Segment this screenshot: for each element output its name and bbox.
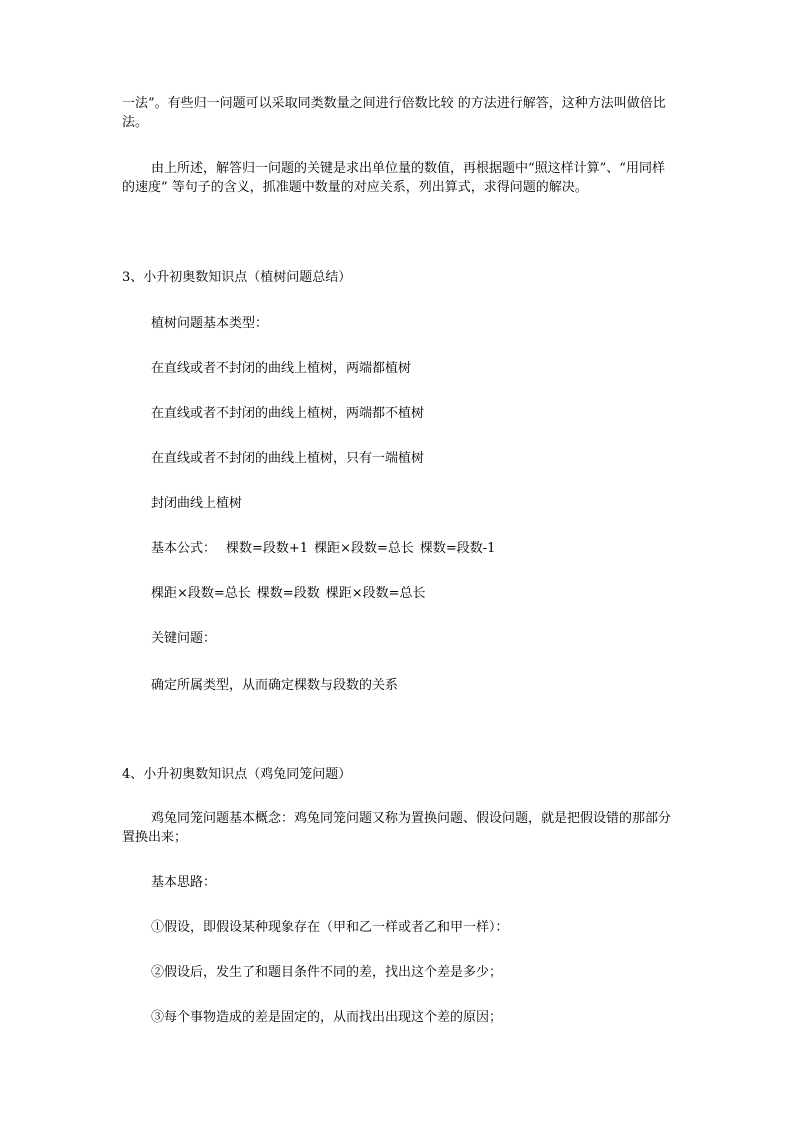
tree-type-1: 在直线或者不封闭的曲线上植树，两端都植树 [151, 361, 412, 376]
formula-2: 棵距×段数=总长 [314, 541, 414, 556]
formula-4: 棵距×段数=总长 [151, 586, 251, 601]
formula-5: 棵数=段数 [256, 586, 320, 601]
key-question-text: 确定所属类型，从而确定棵数与段数的关系 [151, 678, 399, 693]
formula-label: 基本公式： [151, 541, 217, 556]
formula-6: 棵距×段数=总长 [325, 586, 426, 601]
formula-line-2 [151, 584, 426, 603]
formula-line-1 [151, 539, 495, 558]
idea-step-2: ②假设后，发生了和题目条件不同的差，找出这个差是多少； [151, 965, 503, 980]
intro-paragraph-1: 一法”。有些归一问题可以采取同类数量之间进行倍数比较 的方法进行解答，这种方法叫做倍比法。 [122, 96, 666, 130]
formula-1: 棵数=段数+1 [226, 541, 309, 556]
tree-type-3: 在直线或者不封闭的曲线上植树，只有一端植树 [151, 451, 425, 466]
formula-3: 棵数=段数-1 [419, 541, 496, 556]
tree-type-4: 封闭曲线上植树 [151, 496, 243, 511]
basic-idea-title: 基本思路： [151, 875, 217, 890]
tree-type-2: 在直线或者不封闭的曲线上植树，两端都不植树 [151, 406, 425, 421]
intro-paragraph-2: 由上所述，解答归一问题的关键是求出单位量的数值，再根据题中“照这样计算”、“用同样的速度” 等句子的含义，抓准题中数量的对应关系，列出算式，求得问题的解决。 [122, 161, 665, 195]
section-4-heading: 4、小升初奥数知识点（鸡兔同笼问题） [122, 767, 352, 782]
chicken-rabbit-concept: 鸡兔同笼问题基本概念：鸡兔同笼问题又称为置换问题、假设问题，就是把假设错的那部分置换出来； [122, 811, 672, 845]
section-3-heading: 3、小升初奥数知识点（植树问题总结） [122, 270, 352, 285]
key-question-title: 关键问题： [151, 631, 217, 646]
tree-types-title: 植树问题基本类型： [151, 316, 269, 331]
idea-step-1: ①假设，即假设某种现象存在（甲和乙一样或者乙和甲一样）： [151, 920, 509, 935]
idea-step-3: ③每个事物造成的差是固定的，从而找出出现这个差的原因； [151, 1010, 503, 1025]
